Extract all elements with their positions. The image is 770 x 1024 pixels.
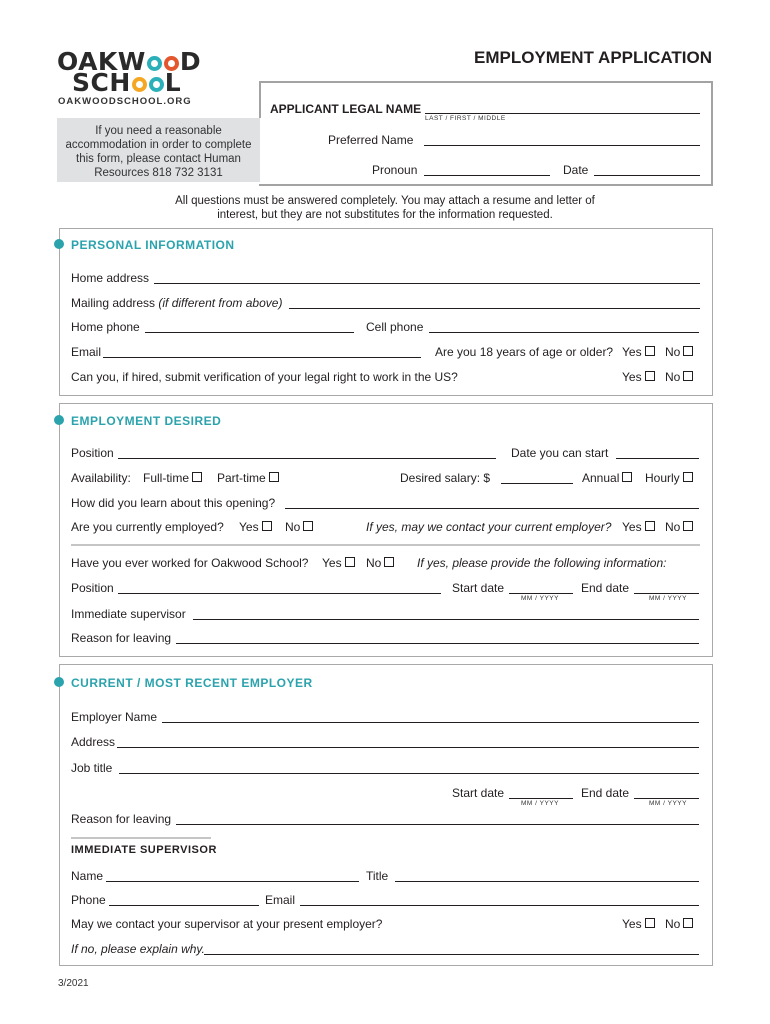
contact-sup-no-checkbox[interactable] — [683, 918, 693, 928]
logo-url: OAKWOODSCHOOL.ORG — [58, 96, 192, 107]
mailing-address-label: Mailing address (if different from above) — [71, 296, 283, 310]
sup-name-field[interactable] — [106, 881, 359, 882]
start-date-label: Start date — [452, 581, 505, 595]
age-no-checkbox[interactable] — [683, 346, 693, 356]
sup-name-label: Name — [71, 869, 104, 883]
end-date-field[interactable] — [634, 593, 699, 594]
sup-title-label: Title — [366, 869, 389, 883]
worked-no-checkbox[interactable] — [384, 557, 394, 567]
preferred-name-field[interactable] — [424, 145, 700, 146]
supervisor-divider — [71, 837, 211, 839]
section-bullet-icon — [54, 239, 64, 249]
contact-employer-yes: Yes — [622, 520, 655, 534]
current-end-label: End date — [581, 786, 630, 800]
position-label: Position — [71, 446, 114, 460]
date-start-label: Date you can start — [511, 446, 609, 460]
section-bullet-icon — [54, 415, 64, 425]
sup-email-label: Email — [265, 893, 296, 907]
salary-label: Desired salary: $ — [400, 471, 491, 485]
age-yes-checkbox[interactable] — [645, 346, 655, 356]
header-box-top — [259, 81, 712, 83]
current-heading: CURRENT / MOST RECENT EMPLOYER — [71, 676, 313, 690]
header-box-right — [711, 81, 713, 186]
current-end-field[interactable] — [634, 798, 699, 799]
worked-oakwood-label: Have you ever worked for Oakwood School? — [71, 556, 309, 570]
contact-sup-question: May we contact your supervisor at your present employer? — [71, 917, 383, 931]
current-reason-label: Reason for leaving — [71, 812, 172, 826]
home-phone-label: Home phone — [71, 320, 140, 334]
position-field[interactable] — [118, 458, 496, 459]
section-bullet-icon — [54, 677, 64, 687]
part-time-option: Part-time — [217, 471, 279, 485]
full-time-option: Full-time — [143, 471, 202, 485]
home-phone-field[interactable] — [145, 332, 354, 333]
applicant-name-field[interactable] — [425, 113, 700, 114]
home-address-field[interactable] — [154, 283, 700, 284]
verify-yes-checkbox[interactable] — [645, 371, 655, 381]
applicant-hint: LAST / FIRST / MIDDLE — [425, 115, 506, 122]
end-date-label: End date — [581, 581, 630, 595]
page-title: EMPLOYMENT APPLICATION — [474, 48, 712, 67]
annual-option: Annual — [582, 471, 632, 485]
age-yes: Yes — [622, 345, 655, 359]
footer-date: 3/2021 — [58, 978, 89, 989]
verify-no-checkbox[interactable] — [683, 371, 693, 381]
logo-ring-icon — [132, 77, 147, 92]
employed-no: No — [285, 520, 313, 534]
contact-employer-no-checkbox[interactable] — [683, 521, 693, 531]
start-date-hint: MM / YYYY — [521, 595, 559, 602]
worked-no: No — [366, 556, 394, 570]
address-label: Address — [71, 735, 116, 749]
section-divider — [71, 544, 700, 546]
header-box-bottom — [259, 184, 712, 186]
logo: OAKW D — [57, 47, 202, 76]
current-start-field[interactable] — [509, 798, 573, 799]
current-start-hint: MM / YYYY — [521, 800, 559, 807]
employment-heading: EMPLOYMENT DESIRED — [71, 414, 222, 428]
email-field[interactable] — [103, 357, 421, 358]
availability-label: Availability: — [71, 471, 131, 485]
contact-sup-no: No — [665, 917, 693, 931]
sup-phone-field[interactable] — [109, 905, 259, 906]
explain-label: If no, please explain why. — [71, 942, 205, 956]
salary-field[interactable] — [501, 483, 573, 484]
contact-employer-label: If yes, may we contact your current employer? — [366, 520, 612, 534]
age-no: No — [665, 345, 693, 359]
provide-info-label: If yes, please provide the following information: — [417, 556, 667, 570]
personal-heading: PERSONAL INFORMATION — [71, 238, 235, 252]
date-field[interactable] — [594, 175, 700, 176]
verify-yes: Yes — [622, 370, 655, 384]
worked-yes-checkbox[interactable] — [345, 557, 355, 567]
logo-ring-icon — [147, 56, 162, 71]
contact-sup-yes-checkbox[interactable] — [645, 918, 655, 928]
position2-label: Position — [71, 581, 114, 595]
end-date-hint: MM / YYYY — [649, 595, 687, 602]
date-start-field[interactable] — [616, 458, 699, 459]
job-title-label: Job title — [71, 761, 113, 775]
email-label: Email — [71, 345, 102, 359]
learn-field[interactable] — [285, 508, 699, 509]
job-title-field[interactable] — [119, 773, 699, 774]
mailing-address-field[interactable] — [289, 308, 700, 309]
logo-line-2: SCH L — [72, 68, 182, 97]
learn-label: How did you learn about this opening? — [71, 496, 276, 510]
logo-ring-icon — [149, 77, 164, 92]
employed-yes-checkbox[interactable] — [262, 521, 272, 531]
sup-title-field[interactable] — [395, 881, 699, 882]
age-question: Are you 18 years of age or older? — [435, 345, 614, 359]
supervisor-heading: IMMEDIATE SUPERVISOR — [71, 844, 217, 856]
sup-phone-label: Phone — [71, 893, 106, 907]
cell-phone-label: Cell phone — [366, 320, 424, 334]
current-end-hint: MM / YYYY — [649, 800, 687, 807]
explain-field[interactable] — [204, 954, 699, 955]
pronoun-field[interactable] — [424, 175, 550, 176]
full-time-checkbox[interactable] — [192, 472, 202, 482]
employer-name-field[interactable] — [162, 722, 699, 723]
cell-phone-field[interactable] — [429, 332, 699, 333]
verify-no: No — [665, 370, 693, 384]
reason-field[interactable] — [176, 643, 699, 644]
preferred-name-label: Preferred Name — [328, 133, 414, 147]
start-date-field[interactable] — [509, 593, 573, 594]
current-start-label: Start date — [452, 786, 505, 800]
applicant-label: APPLICANT LEGAL NAME — [270, 102, 422, 116]
employed-yes: Yes — [239, 520, 272, 534]
hourly-checkbox[interactable] — [683, 472, 693, 482]
supervisor-label: Immediate supervisor — [71, 607, 186, 621]
current-reason-field[interactable] — [176, 824, 699, 825]
currently-employed-label: Are you currently employed? — [71, 520, 224, 534]
part-time-checkbox[interactable] — [269, 472, 279, 482]
contact-employer-no: No — [665, 520, 693, 534]
supervisor-field[interactable] — [193, 619, 699, 620]
sup-email-field[interactable] — [300, 905, 699, 906]
position2-field[interactable] — [118, 593, 441, 594]
hourly-option: Hourly — [645, 471, 693, 485]
home-address-label: Home address — [71, 271, 150, 285]
worked-yes: Yes — [322, 556, 355, 570]
verify-question: Can you, if hired, submit verification of your legal right to work in the US? — [71, 370, 458, 384]
pronoun-label: Pronoun — [372, 163, 418, 177]
employer-name-label: Employer Name — [71, 710, 158, 724]
date-label: Date — [563, 163, 589, 177]
header-box-left — [259, 81, 261, 118]
reason-label: Reason for leaving — [71, 631, 172, 645]
address-field[interactable] — [117, 747, 699, 748]
annual-checkbox[interactable] — [622, 472, 632, 482]
accommodation-note: If you need a reasonable accommodation in order to complete this form, please contact Human Resources 818 732 3131 — [57, 118, 260, 182]
intro-text: All questions must be answered completely. You may attach a resume and letter of interest, but they are not substitutes for the information requested. — [175, 195, 595, 221]
contact-sup-yes: Yes — [622, 917, 655, 931]
employed-no-checkbox[interactable] — [303, 521, 313, 531]
contact-employer-yes-checkbox[interactable] — [645, 521, 655, 531]
